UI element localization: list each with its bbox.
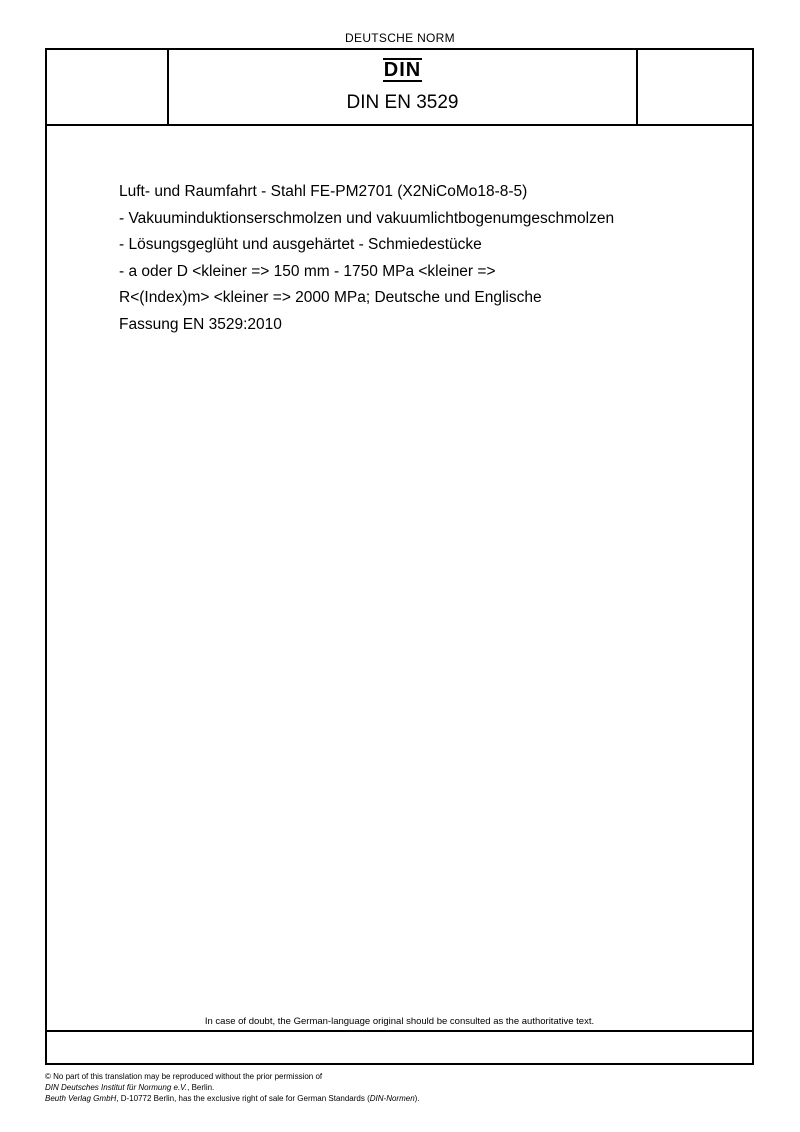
- page-frame: [45, 48, 754, 1065]
- header-left-cell: [47, 50, 169, 124]
- title-line: Luft- und Raumfahrt - Stahl FE-PM2701 (X2NiCoMo18-8-5): [119, 183, 528, 200]
- header-center-cell: [169, 50, 636, 124]
- title-line: - Lösungsgeglüht und ausgehärtet - Schmiedestücke: [119, 236, 482, 253]
- header-row: [47, 50, 752, 126]
- title-line: - a oder D <kleiner => 150 mm - 1750 MPa <kleiner =>: [119, 262, 496, 280]
- din-logo-text: DIN: [383, 59, 422, 81]
- distributor-name: Beuth Verlag GmbH: [45, 1094, 117, 1103]
- din-logo: [169, 58, 636, 82]
- header-right-cell: [636, 50, 754, 124]
- copyright-line-1: © No part of this translation may be reproduced without the prior permission of: [45, 1072, 323, 1081]
- standard-number: DIN EN 3529: [346, 92, 459, 113]
- document-type-label: DEUTSCHE NORM: [345, 31, 455, 45]
- title-line: - Vakuuminduktionserschmolzen und vakuumlichtbogenumgeschmolzen: [119, 209, 615, 227]
- publisher-name: DIN Deutsches Institut für Normung e.V.: [45, 1083, 188, 1092]
- title-line: Fassung EN 3529:2010: [119, 315, 282, 333]
- copyright-notice: [45, 1071, 420, 1104]
- title-line: R<(Index)m> <kleiner => 2000 MPa; Deutsche und Englische: [119, 289, 542, 306]
- copyright-line-2: DIN Deutsches Institut für Normung e.V., Berlin.: [45, 1083, 215, 1092]
- footer-divider: [47, 1030, 752, 1033]
- document-title: [119, 179, 739, 338]
- authoritative-text-note: In case of doubt, the German-language original should be consulted as the authoritative text.: [204, 1016, 595, 1027]
- copyright-line-3: Beuth Verlag GmbH, D-10772 Berlin, has the exclusive right of sale for German Standards (DIN-Normen).: [45, 1094, 420, 1103]
